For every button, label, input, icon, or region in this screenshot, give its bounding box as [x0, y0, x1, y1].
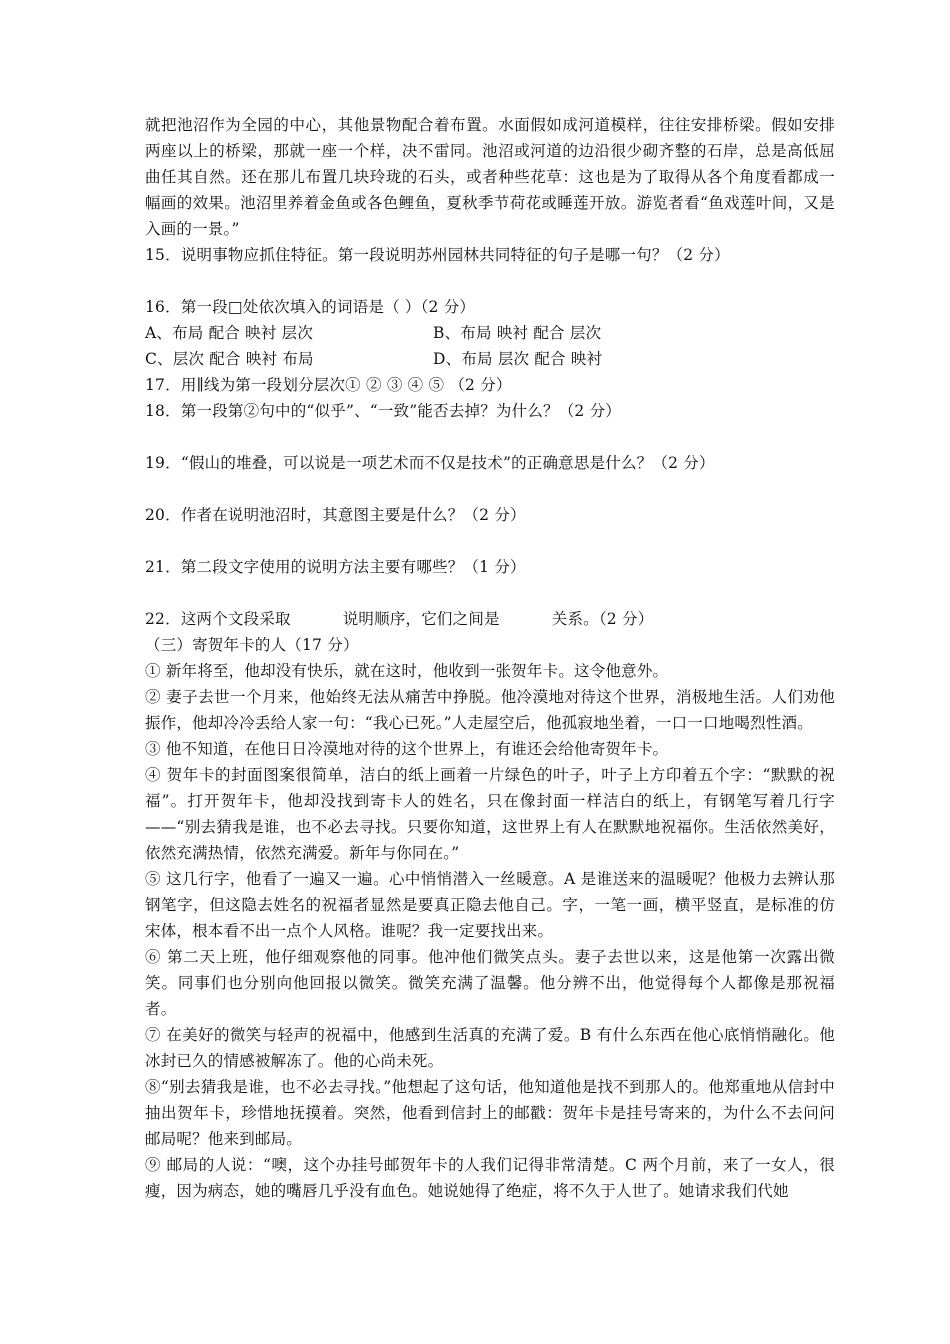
question-22-part1: 22．这两个文段采取: [145, 610, 291, 628]
question-22-part3: 关系。（2 分）: [551, 610, 654, 628]
answer-space: [145, 424, 835, 450]
story-paragraph-1: ① 新年将至，他却没有快乐，就在这时，他收到一张贺年卡。这令他意外。: [145, 662, 669, 680]
story-paragraph-7: ⑦ 在美好的微笑与轻声的祝福中，他感到生活真的充满了爱。B 有什么东西在他心底悄悄融化。他冰封已久的情感被解冻了。他的心尚未死。: [145, 1026, 835, 1070]
option-a: A、布局 配合 映衬 层次: [145, 324, 314, 342]
answer-space: [145, 528, 835, 554]
option-d: D、布局 层次 配合 映衬: [433, 350, 603, 368]
question-22: [145, 606, 835, 632]
story-paragraph-3: ③ 他不知道，在他日日冷漠地对待的这个世界上，有谁还会给他寄贺年卡。: [145, 740, 669, 758]
question-17: 17．用∥线为第一段划分层次① ② ③ ④ ⑤ （2 分）: [145, 376, 512, 394]
question-16-options-row1: [145, 320, 835, 346]
story-paragraph-9: ⑨ 邮局的人说：“噢，这个办挂号邮贺年卡的人我们记得非常清楚。C 两个月前，来了一女人，很瘦，因为病态，她的嘴唇几乎没有血色。她说她得了绝症，将不久于人世了。她请求我们代她: [145, 1156, 835, 1200]
question-16: 16．第一段□处依次填入的词语是（ ）（2 分）: [145, 298, 476, 316]
story-paragraph-4: ④ 贺年卡的封面图案很简单，洁白的纸上画着一片绿色的叶子，叶子上方印着五个字：“默默的祝福”。打开贺年卡，他却没找到寄卡人的姓名，只在像封面一样洁白的纸上，有钢笔写着几行字——“别去猜我是谁，也不必去寻找。只要你知道，这世界上有人在默默地祝福你。生活依然美好，依然充满热情，依然充满爱。新年与你同在。”: [145, 766, 835, 862]
option-b: B、布局 映衬 配合 层次: [433, 324, 602, 342]
question-15: 15．说明事物应抓住特征。第一段说明苏州园林共同特征的句子是哪一句？（2 分）: [145, 246, 730, 264]
document-page: [145, 112, 835, 1204]
question-20: 20．作者在说明池沼时，其意图主要是什么？（2 分）: [145, 506, 526, 524]
answer-space: [145, 580, 835, 606]
passage-paragraph: 就把池沼作为全园的中心，其他景物配合着布置。水面假如成河道模样，往往安排桥梁。假如安排两座以上的桥梁，那就一座一个样，决不雷同。池沼或河道的边沿很少砌齐整的石岸，总是高低屈曲任其自然。还在那儿布置几块玲珑的石头，或者种些花草：这也是为了取得从各个角度看都成一幅画的效果。池沼里养着金鱼或各色鲤鱼，夏秋季节荷花或睡莲开放。游览者看“鱼戏莲叶间，又是入画的一景。”: [145, 116, 835, 238]
question-21: 21．第二段文字使用的说明方法主要有哪些？（1 分）: [145, 558, 526, 576]
story-paragraph-2: ② 妻子去世一个月来，他始终无法从痛苦中挣脱。他冷漠地对待这个世界，消极地生活。人们劝他振作，他却冷冷丢给人家一句：“我心已死。”人走屋空后，他孤寂地坐着，一口一口地喝烈性酒。: [145, 688, 835, 732]
question-22-part2: 说明顺序，它们之间是: [342, 610, 500, 628]
answer-space: [145, 268, 835, 294]
story-paragraph-8: ⑧“别去猜我是谁，也不必去寻找。”他想起了这句话，他知道他是找不到那人的。他郑重地从信封中抽出贺年卡，珍惜地抚摸着。突然，他看到信封上的邮戳：贺年卡是挂号寄来的，为什么不去问问邮局呢？他来到邮局。: [145, 1078, 835, 1148]
section-title: （三）寄贺年卡的人（17 分）: [145, 636, 359, 654]
question-18: 18．第一段第②句中的“似乎”、“一致”能否去掉？为什么？（2 分）: [145, 402, 622, 420]
option-c: C、层次 配合 映衬 布局: [145, 350, 314, 368]
story-paragraph-5: ⑤ 这几行字，他看了一遍又一遍。心中悄悄潜入一丝暖意。A 是谁送来的温暖呢？他极力去辨认那钢笔字，但这隐去姓名的祝福者显然是要真正隐去他自己。字，一笔一画，横平竖直，是标准的仿宋体，根本看不出一点个人风格。谁呢？我一定要找出来。: [145, 870, 835, 940]
story-paragraph-6: ⑥ 第二天上班，他仔细观察他的同事。他冲他们微笑点头。妻子去世以来，这是他第一次露出微笑。同事们也分别向他回报以微笑。微笑充满了温馨。他分辨不出，他觉得每个人都像是那祝福者。: [145, 948, 835, 1018]
answer-space: [145, 476, 835, 502]
question-16-options-row2: [145, 346, 835, 372]
question-19: 19．“假山的堆叠，可以说是一项艺术而不仅是技术”的正确意思是什么？（2 分）: [145, 454, 715, 472]
